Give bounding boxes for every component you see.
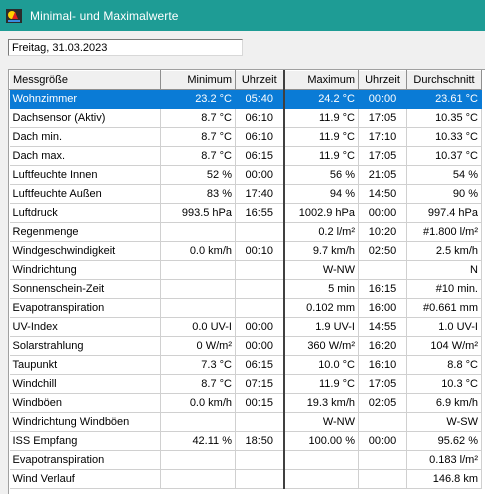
cell-minimum: 0.0 km/h bbox=[161, 394, 236, 413]
table-row[interactable] bbox=[10, 318, 482, 337]
table-row[interactable] bbox=[10, 147, 482, 166]
weather-app-icon[interactable] bbox=[6, 8, 22, 24]
cell-maximum: 11.9 °C bbox=[284, 147, 359, 166]
cell-min-time bbox=[236, 299, 284, 318]
cell-average: 90 % bbox=[407, 185, 482, 204]
cell-minimum: 8.7 °C bbox=[161, 147, 236, 166]
cell-minimum: 8.7 °C bbox=[161, 128, 236, 147]
cell-average: 8.8 °C bbox=[407, 356, 482, 375]
cell-name: Taupunkt bbox=[10, 356, 161, 375]
date-field[interactable]: Freitag, 31.03.2023 bbox=[8, 39, 243, 56]
cell-name: Sonnenschein-Zeit bbox=[10, 280, 161, 299]
table-row[interactable] bbox=[10, 432, 482, 451]
cell-minimum bbox=[161, 223, 236, 242]
cell-average: 104 W/m² bbox=[407, 337, 482, 356]
cell-max-time: 17:05 bbox=[359, 375, 407, 394]
cell-minimum: 83 % bbox=[161, 185, 236, 204]
table-row[interactable] bbox=[10, 394, 482, 413]
cell-minimum: 0 W/m² bbox=[161, 337, 236, 356]
cell-average: 10.37 °C bbox=[407, 147, 482, 166]
column-header-min-time[interactable]: Uhrzeit bbox=[236, 71, 284, 90]
cell-max-time bbox=[359, 451, 407, 470]
cell-average: #0.661 mm bbox=[407, 299, 482, 318]
cell-max-time: 02:05 bbox=[359, 394, 407, 413]
cell-average: 997.4 hPa bbox=[407, 204, 482, 223]
cell-max-time: 00:00 bbox=[359, 432, 407, 451]
cell-min-time: 00:15 bbox=[236, 394, 284, 413]
table-row[interactable] bbox=[10, 261, 482, 280]
cell-minimum bbox=[161, 413, 236, 432]
cell-minimum: 23.2 °C bbox=[161, 90, 236, 109]
cell-name: Dach min. bbox=[10, 128, 161, 147]
column-header-messgroesse[interactable]: Messgröße bbox=[10, 71, 161, 90]
title-bar bbox=[0, 0, 485, 31]
cell-min-time: 07:15 bbox=[236, 375, 284, 394]
cell-max-time: 00:00 bbox=[359, 204, 407, 223]
cell-max-time: 14:55 bbox=[359, 318, 407, 337]
cell-maximum: 24.2 °C bbox=[284, 90, 359, 109]
cell-minimum bbox=[161, 280, 236, 299]
table-row[interactable] bbox=[10, 413, 482, 432]
table-row[interactable] bbox=[10, 337, 482, 356]
cell-max-time: 16:15 bbox=[359, 280, 407, 299]
cell-min-time: 05:40 bbox=[236, 90, 284, 109]
cell-maximum: 0.102 mm bbox=[284, 299, 359, 318]
cell-max-time bbox=[359, 261, 407, 280]
cell-max-time: 14:50 bbox=[359, 185, 407, 204]
cell-maximum: 100.00 % bbox=[284, 432, 359, 451]
table-row[interactable] bbox=[10, 204, 482, 223]
cell-average: #10 min. bbox=[407, 280, 482, 299]
cell-min-time bbox=[236, 470, 284, 489]
cell-average: 0.183 l/m² bbox=[407, 451, 482, 470]
cell-minimum: 8.7 °C bbox=[161, 109, 236, 128]
column-header-minimum[interactable]: Minimum bbox=[161, 71, 236, 90]
cell-min-time: 17:40 bbox=[236, 185, 284, 204]
cell-name: Evapotranspiration bbox=[10, 299, 161, 318]
cell-maximum: 11.9 °C bbox=[284, 109, 359, 128]
cell-maximum: W-NW bbox=[284, 413, 359, 432]
cell-min-time: 00:00 bbox=[236, 166, 284, 185]
window-title: Minimal- und Maximalwerte bbox=[30, 8, 179, 23]
cell-name: ISS Empfang bbox=[10, 432, 161, 451]
cell-max-time: 17:05 bbox=[359, 147, 407, 166]
cell-minimum bbox=[161, 299, 236, 318]
cell-name: Wohnzimmer bbox=[10, 90, 161, 109]
cell-name: Windgeschwindigkeit bbox=[10, 242, 161, 261]
cell-min-time: 06:15 bbox=[236, 147, 284, 166]
cell-max-time: 10:20 bbox=[359, 223, 407, 242]
cell-average: W-SW bbox=[407, 413, 482, 432]
cell-minimum: 0.0 km/h bbox=[161, 242, 236, 261]
table-row[interactable] bbox=[10, 451, 482, 470]
cell-max-time: 16:00 bbox=[359, 299, 407, 318]
cell-maximum: 1002.9 hPa bbox=[284, 204, 359, 223]
cell-maximum: W-NW bbox=[284, 261, 359, 280]
column-header-maximum[interactable]: Maximum bbox=[284, 71, 359, 90]
cell-minimum bbox=[161, 261, 236, 280]
table-row[interactable] bbox=[10, 90, 482, 109]
cell-minimum: 993.5 hPa bbox=[161, 204, 236, 223]
table-header-row bbox=[10, 71, 482, 90]
cell-maximum: 9.7 km/h bbox=[284, 242, 359, 261]
cell-average: 54 % bbox=[407, 166, 482, 185]
cell-min-time: 16:55 bbox=[236, 204, 284, 223]
cell-max-time bbox=[359, 413, 407, 432]
cell-maximum: 360 W/m² bbox=[284, 337, 359, 356]
cell-maximum: 19.3 km/h bbox=[284, 394, 359, 413]
table-row[interactable] bbox=[10, 375, 482, 394]
cell-maximum: 94 % bbox=[284, 185, 359, 204]
cell-min-time: 06:10 bbox=[236, 109, 284, 128]
table-row[interactable] bbox=[10, 185, 482, 204]
cell-average: 146.8 km bbox=[407, 470, 482, 489]
cell-max-time: 00:00 bbox=[359, 90, 407, 109]
table-row[interactable] bbox=[10, 166, 482, 185]
cell-average: 2.5 km/h bbox=[407, 242, 482, 261]
cell-name: Windrichtung bbox=[10, 261, 161, 280]
cell-min-time: 18:50 bbox=[236, 432, 284, 451]
cell-minimum: 7.3 °C bbox=[161, 356, 236, 375]
cell-maximum: 11.9 °C bbox=[284, 375, 359, 394]
cell-name: UV-Index bbox=[10, 318, 161, 337]
cell-max-time: 17:10 bbox=[359, 128, 407, 147]
cell-maximum: 56 % bbox=[284, 166, 359, 185]
cell-maximum bbox=[284, 470, 359, 489]
cell-max-time: 21:05 bbox=[359, 166, 407, 185]
cell-min-time: 00:00 bbox=[236, 337, 284, 356]
cell-average: 6.9 km/h bbox=[407, 394, 482, 413]
cell-average: 95.62 % bbox=[407, 432, 482, 451]
table-row[interactable] bbox=[10, 470, 482, 489]
table-row[interactable] bbox=[10, 128, 482, 147]
column-header-max-time[interactable]: Uhrzeit bbox=[359, 71, 407, 90]
cell-name: Luftfeuchte Innen bbox=[10, 166, 161, 185]
cell-min-time bbox=[236, 223, 284, 242]
cell-name: Windchill bbox=[10, 375, 161, 394]
cell-minimum: 52 % bbox=[161, 166, 236, 185]
cell-name: Windrichtung Windböen bbox=[10, 413, 161, 432]
cell-average: #1.800 l/m² bbox=[407, 223, 482, 242]
cell-maximum: 10.0 °C bbox=[284, 356, 359, 375]
cell-average: N bbox=[407, 261, 482, 280]
table-row[interactable] bbox=[10, 109, 482, 128]
table-row[interactable] bbox=[10, 280, 482, 299]
cell-name: Luftdruck bbox=[10, 204, 161, 223]
cell-maximum: 5 min bbox=[284, 280, 359, 299]
table-row[interactable] bbox=[10, 299, 482, 318]
cell-average: 10.35 °C bbox=[407, 109, 482, 128]
cell-min-time: 00:10 bbox=[236, 242, 284, 261]
cell-name: Evapotranspiration bbox=[10, 451, 161, 470]
cell-minimum bbox=[161, 470, 236, 489]
cell-name: Solarstrahlung bbox=[10, 337, 161, 356]
cell-min-time: 06:10 bbox=[236, 128, 284, 147]
cell-maximum bbox=[284, 451, 359, 470]
cell-name: Windböen bbox=[10, 394, 161, 413]
table-row[interactable] bbox=[10, 223, 482, 242]
column-header-durchschnitt[interactable]: Durchschnitt bbox=[407, 71, 482, 90]
table-row[interactable] bbox=[10, 242, 482, 261]
cell-min-time bbox=[236, 451, 284, 470]
cell-min-time bbox=[236, 280, 284, 299]
cell-name: Dachsensor (Aktiv) bbox=[10, 109, 161, 128]
cell-maximum: 11.9 °C bbox=[284, 128, 359, 147]
cell-minimum: 42.11 % bbox=[161, 432, 236, 451]
values-table bbox=[8, 69, 485, 494]
cell-name: Dach max. bbox=[10, 147, 161, 166]
cell-minimum: 8.7 °C bbox=[161, 375, 236, 394]
cell-minimum: 0.0 UV-I bbox=[161, 318, 236, 337]
cell-min-time: 06:15 bbox=[236, 356, 284, 375]
cell-max-time: 17:05 bbox=[359, 109, 407, 128]
cell-average: 10.3 °C bbox=[407, 375, 482, 394]
cell-average: 1.0 UV-I bbox=[407, 318, 482, 337]
cell-name: Wind Verlauf bbox=[10, 470, 161, 489]
cell-average: 23.61 °C bbox=[407, 90, 482, 109]
cell-min-time bbox=[236, 261, 284, 280]
cell-average: 10.33 °C bbox=[407, 128, 482, 147]
cell-min-time bbox=[236, 413, 284, 432]
cell-name: Regenmenge bbox=[10, 223, 161, 242]
cell-maximum: 1.9 UV-I bbox=[284, 318, 359, 337]
cell-min-time: 00:00 bbox=[236, 318, 284, 337]
cell-maximum: 0.2 l/m² bbox=[284, 223, 359, 242]
cell-max-time: 16:20 bbox=[359, 337, 407, 356]
cell-max-time: 16:10 bbox=[359, 356, 407, 375]
cell-max-time: 02:50 bbox=[359, 242, 407, 261]
cell-max-time bbox=[359, 470, 407, 489]
cell-minimum bbox=[161, 451, 236, 470]
table-row[interactable] bbox=[10, 356, 482, 375]
cell-name: Luftfeuchte Außen bbox=[10, 185, 161, 204]
